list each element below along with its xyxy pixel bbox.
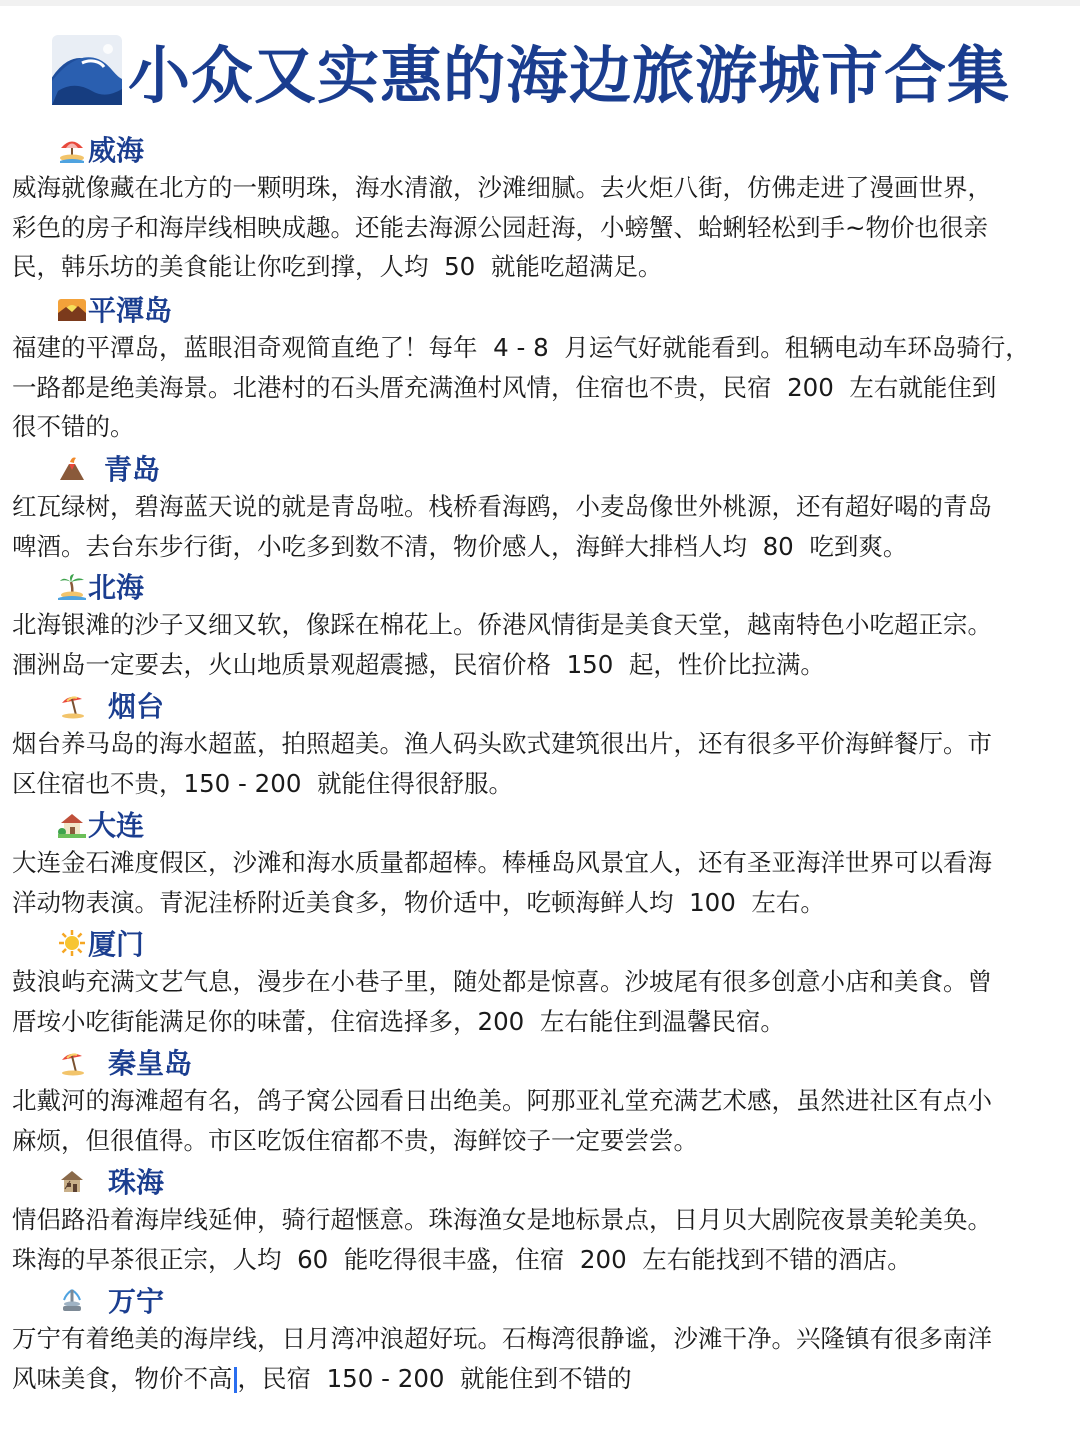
- city-description: [0, 724, 1080, 803]
- city-description: [0, 962, 1080, 1041]
- city-heading: [0, 686, 1080, 724]
- city-name: 威海: [88, 134, 145, 167]
- city-name: 厦门: [88, 928, 145, 961]
- city-name: 烟台: [108, 690, 165, 723]
- city-name: 青岛: [104, 453, 161, 486]
- city-name: 大连: [88, 809, 145, 842]
- city-section-pingtan: [0, 290, 1080, 447]
- desc-line: 福建的平潭岛，蓝眼泪奇观简直绝了！每年 4 - 8 月运气好就能看到。租辆电动车环岛骑行，: [12, 333, 1030, 362]
- desert-island-icon: [58, 572, 86, 600]
- city-section-yantai: [0, 686, 1080, 803]
- page-title: [52, 28, 1052, 112]
- desc-line: ，民宿 150 - 200 就能住到不错的: [237, 1363, 632, 1393]
- city-description: [0, 843, 1080, 922]
- desc-line: 啤酒。去台东步行街，小吃多到数不清，物价感人，海鲜大排档人均 80 吃到爽。: [12, 531, 908, 561]
- desc-line: 厝垵小吃街能满足你的味蕾，住宿选择多，200 左右能住到温馨民宿。: [12, 1006, 785, 1036]
- city-description: [0, 1200, 1080, 1279]
- city-description: [0, 328, 1080, 447]
- wave-icon: [52, 35, 122, 105]
- city-description: [0, 1319, 1080, 1398]
- city-description: [0, 605, 1080, 684]
- fountain-icon: [58, 1286, 86, 1314]
- city-heading: [0, 805, 1080, 843]
- city-section-xiamen: [0, 924, 1080, 1041]
- city-heading: [0, 567, 1080, 605]
- city-name: 万宁: [108, 1285, 165, 1318]
- city-description: [0, 1081, 1080, 1160]
- desc-line: 很不错的。: [12, 412, 135, 441]
- beach-umbrella-icon: [58, 135, 86, 163]
- city-name: 秦皇岛: [108, 1047, 193, 1080]
- city-heading: [0, 130, 1080, 168]
- city-section-qingdao: [0, 449, 1080, 566]
- umbrella-on-ground-icon: [58, 691, 86, 719]
- city-section-weihai: [0, 130, 1080, 287]
- desc-line: 烟台养马岛的海水超蓝，拍照超美。渔人码头欧式建筑很出片，还有很多平价海鲜餐厅。市: [12, 729, 992, 758]
- desc-line: 民，韩乐坊的美食能让你吃到撑，人均 50 就能吃超满足。: [12, 252, 663, 281]
- volcano-icon: [58, 454, 86, 482]
- city-name: 珠海: [108, 1166, 165, 1199]
- umbrella-on-ground-icon: [58, 1048, 86, 1076]
- desc-line: 涠洲岛一定要去，火山地质景观超震撼，民宿价格 150 起，性价比拉满。: [12, 649, 825, 679]
- desc-line: 区住宿也不贵，150 - 200 就能住得很舒服。: [12, 768, 514, 798]
- house-with-garden-icon: [58, 810, 86, 838]
- desc-line: 大连金石滩度假区，沙滩和海水质量都超棒。棒棰岛风景宜人，还有圣亚海洋世界可以看海: [12, 848, 992, 877]
- city-heading: [0, 1162, 1080, 1200]
- top-edge-strip: [0, 0, 1080, 6]
- city-name: 平潭岛: [88, 294, 173, 327]
- derelict-house-icon: [58, 1167, 86, 1195]
- city-description: [0, 487, 1080, 566]
- city-heading: [0, 1281, 1080, 1319]
- desc-line: 彩色的房子和海岸线相映成趣。还能去海源公园赶海，小螃蟹、蛤蜊轻松到手~物价也很亲: [12, 212, 989, 242]
- desc-line: 情侣路沿着海岸线延伸，骑行超惬意。珠海渔女是地标景点，日月贝大剧院夜景美轮美奂。: [12, 1205, 992, 1234]
- city-section-beihai: [0, 567, 1080, 684]
- desc-line: 北海银滩的沙子又细又软，像踩在棉花上。侨港风情街是美食天堂，越南特色小吃超正宗。: [12, 610, 992, 639]
- city-heading: [0, 924, 1080, 962]
- desc-line: 红瓦绿树，碧海蓝天说的就是青岛啦。栈桥看海鸥，小麦岛像世外桃源，还有超好喝的青岛: [12, 492, 992, 521]
- sunset-icon: [58, 295, 86, 323]
- text-cursor[interactable]: [234, 1367, 237, 1393]
- city-section-dalian: [0, 805, 1080, 922]
- city-section-qinhuangdao: [0, 1043, 1080, 1160]
- desc-line: 风味美食，物价不高: [12, 1363, 233, 1393]
- desc-line: 鼓浪屿充满文艺气息，漫步在小巷子里，随处都是惊喜。沙坡尾有很多创意小店和美食。曾: [12, 967, 992, 996]
- desc-line: 北戴河的海滩超有名，鸽子窝公园看日出绝美。阿那亚礼堂充满艺术感，虽然进社区有点小: [12, 1086, 992, 1115]
- desc-line: 威海就像藏在北方的一颗明珠，海水清澈，沙滩细腻。去火炬八街，仿佛走进了漫画世界，: [12, 173, 992, 202]
- sun-icon: [58, 929, 86, 957]
- desc-line: 一路都是绝美海景。北港村的石头厝充满渔村风情，住宿也不贵，民宿 200 左右就能住到: [12, 372, 997, 402]
- title-text: 小众又实惠的海边旅游城市合集: [128, 38, 1011, 112]
- desc-line: 洋动物表演。青泥洼桥附近美食多，物价适中，吃顿海鲜人均 100 左右。: [12, 887, 825, 917]
- city-section-wanning: [0, 1281, 1080, 1398]
- city-heading: [0, 290, 1080, 328]
- desc-line: 万宁有着绝美的海岸线，日月湾冲浪超好玩。石梅湾很静谧，沙滩干净。兴隆镇有很多南洋: [12, 1324, 992, 1353]
- city-heading: [0, 449, 1080, 487]
- city-name: 北海: [88, 571, 145, 604]
- city-description: [0, 168, 1080, 287]
- city-heading: [0, 1043, 1080, 1081]
- city-section-zhuhai: [0, 1162, 1080, 1279]
- desc-line: 麻烦，但很值得。市区吃饭住宿都不贵，海鲜饺子一定要尝尝。: [12, 1125, 698, 1155]
- desc-line: 珠海的早茶很正宗，人均 60 能吃得很丰盛，住宿 200 左右能找到不错的酒店。: [12, 1244, 912, 1274]
